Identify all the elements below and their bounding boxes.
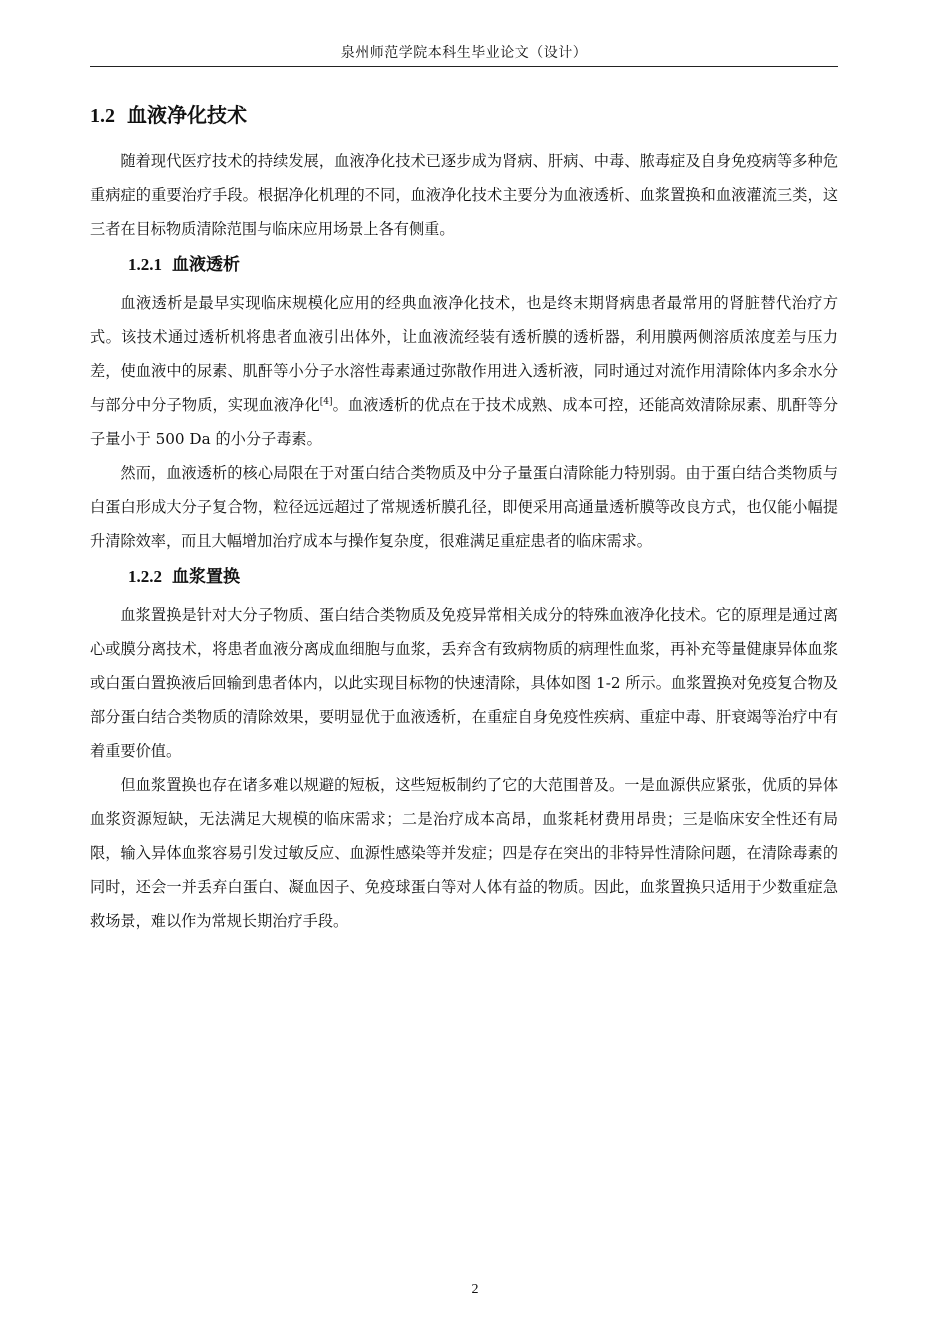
subsection-number: 1.2.2	[128, 567, 162, 586]
plasma-exchange-paragraph-2: 但血浆置换也存在诸多难以规避的短板，这些短板制约了它的大范围普及。一是血源供应紧张，优质的异体血浆资源短缺，无法满足大规模的临床需求；二是治疗成本高昂，血浆耗材费用昂贵；三是临床安全性还有局限，输入异体血浆容易引发过敏反应、血源性感染等并发症；四是存在突出的非特异性清除问题，在清除毒素的同时，还会一并丢弃白蛋白、凝血因子、免疫球蛋白等对人体有益的物质。因此，血浆置换只适用于少数重症急救场景，难以作为常规长期治疗手段。	[90, 776, 838, 930]
plasma-exchange-paragraph-1: 血浆置换是针对大分子物质、蛋白结合类物质及免疫异常相关成分的特殊血液净化技术。它的原理是通过离心或膜分离技术，将患者血液分离成血细胞与血浆，丢弃含有致病物质的病理性血浆，再补充等量健康异体血浆或白蛋白置换液后回输到患者体内，以此实现目标物的快速清除，具体如图 1-2 所示。血浆置换对免疫复合物及部分蛋白结合类物质的清除效果，要明显优于血液透析，在重症自身免疫性疾病、重症中毒、肝衰竭等治疗中有着重要价值。	[90, 606, 838, 760]
page-header	[90, 44, 838, 67]
subsection-title: 血浆置换	[172, 567, 240, 587]
hemodialysis-paragraph-2: 然而，血液透析的核心局限在于对蛋白结合类物质及中分子量蛋白清除能力特别弱。由于蛋白结合类物质与白蛋白形成大分子复合物，粒径远远超过了常规透析膜孔径，即便采用高通量透析膜等改良方式，也仅能小幅提升清除效率，而且大幅增加治疗成本与操作复杂度，很难满足重症患者的临床需求。	[90, 464, 838, 550]
header-text: 泉州师范学院本科生毕业论文（设计）	[340, 45, 588, 61]
hemodialysis-paragraph-1	[90, 286, 838, 456]
section-heading	[90, 100, 838, 130]
section-intro-paragraph: 随着现代医疗技术的持续发展，血液净化技术已逐步成为肾病、肝病、中毒、脓毒症及自身免疫病等多种危重病症的重要治疗手段。根据净化机理的不同，血液净化技术主要分为血液透析、血浆置换和血液灌流三类，这三者在目标物质清除范围与临床应用场景上各有侧重。	[90, 152, 838, 238]
subsection-title: 血液透析	[172, 255, 240, 275]
subsection-number: 1.2.1	[128, 255, 162, 274]
paragraph-text: 血液透析是最早实现临床规模化应用的经典血液净化技术，也是终末期肾病患者最常用的肾脏替代治疗方式。该技术通过透析机将患者血液引出体外，让血液流经装有透析膜的透析器，利用膜两侧溶质浓度差与压力差，使血液中的尿素、肌酐等小分子水溶性毒素通过弥散作用进入透析液，同时通过对流作用清除体内多余水分与部分中分子物质，实现血液净化	[90, 294, 838, 414]
section-number: 1.2	[90, 105, 115, 127]
page-content	[90, 100, 838, 938]
citation-reference[interactable]: [4]	[319, 396, 333, 407]
section-title: 血液净化技术	[127, 103, 247, 127]
page-number: 2	[471, 1282, 479, 1297]
paragraph-text: 。血液透析的优点在于技术成熟、成本可控，还能高效清除尿素、肌酐等分子量小于 500 Da 的小分子毒素。	[90, 396, 839, 448]
subsection-heading-plasma-exchange	[90, 562, 838, 592]
subsection-heading-hemodialysis	[90, 250, 838, 280]
